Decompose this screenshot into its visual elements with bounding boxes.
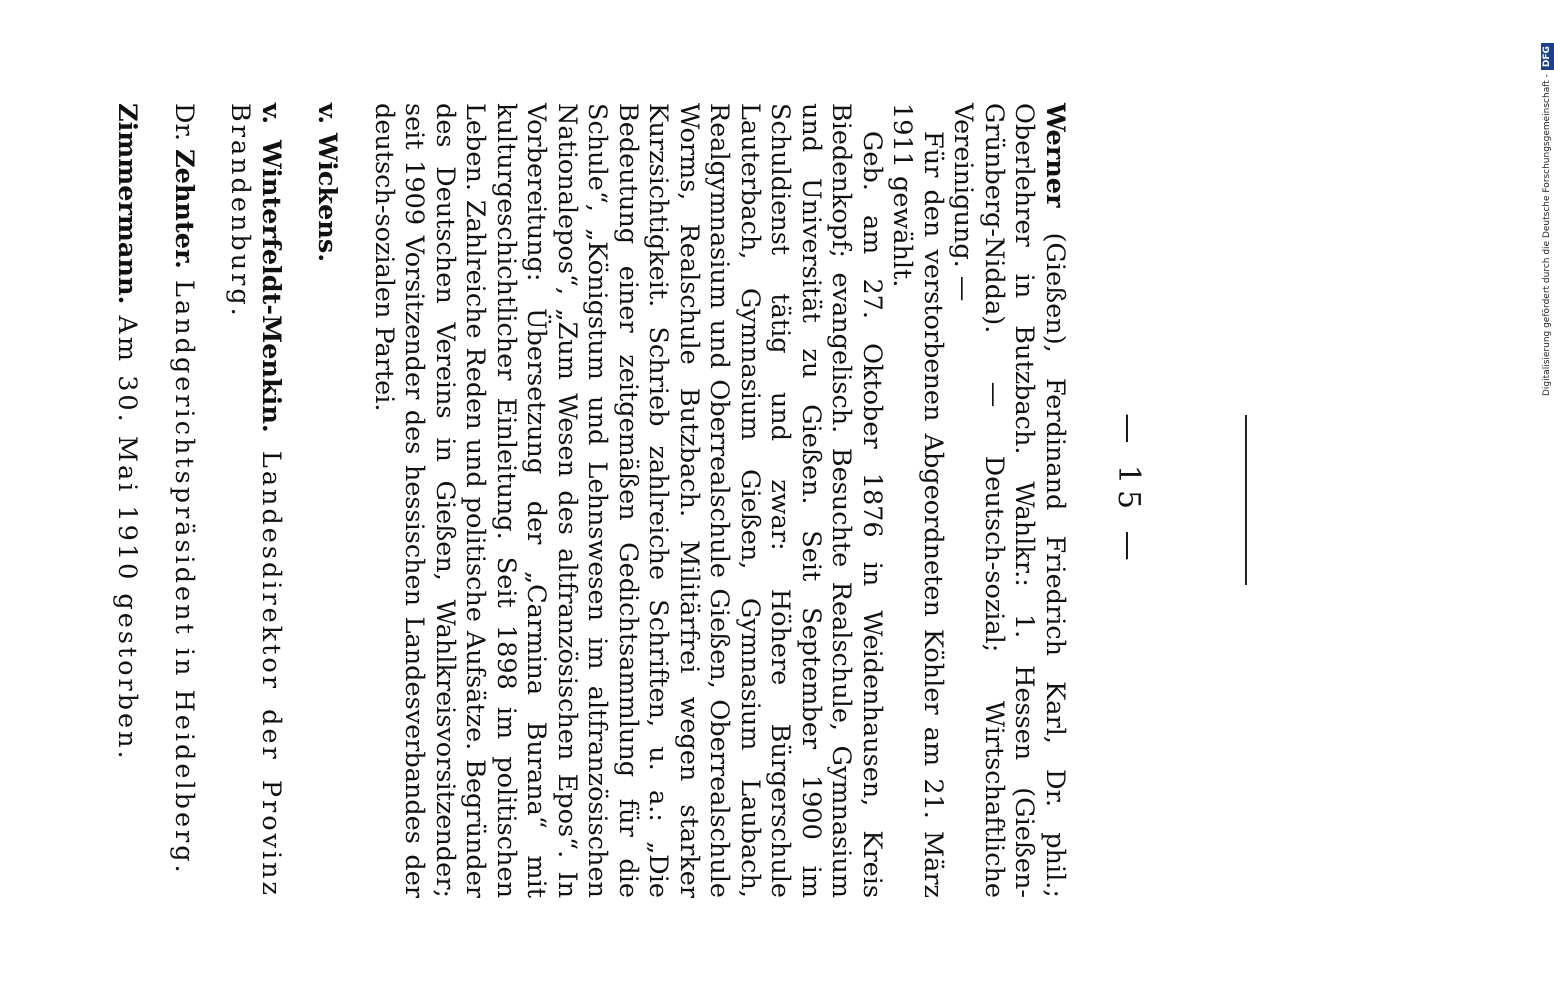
entry-werner-election: Für den verstorbenen Abgeordneten Köhler am 21. März 1911 gewählt. [887,103,948,898]
footer-text: Digitalisierung gefördert durch die Deutsche Forschungsgemeinschaft - [1542,74,1552,396]
section-end-rule [1245,415,1247,585]
entry-zimmermann [112,103,143,898]
footer-content [1540,6,1554,396]
entry-name: v. Winterfeldt-Menkin. [256,103,286,433]
document-page [60,95,1160,915]
entry-title: Landesdirektor der Provinz Brandenburg. [225,103,286,898]
entry-text: (Gießen), Ferdinand Friedrich Karl, Dr. phil.; Oberlehrer in Butzbach. Wahlkr.: 1. Hessen (Gießen-Grünberg-Nidda). — Deutsch-sozial; Wirtschaftliche Vereinigung. — [948,103,1070,898]
dfg-logo: DFG [1541,43,1554,70]
entry-werner-biography: Geb. am 27. Oktober 1876 in Weidenhausen, Kreis Biedenkopf; evangelisch. Besuchte Realschule, Gymnasium und Universität zu Gießen. Seit September 1900 im Schuldienst tätig und zwar: Höhere Bürgerschule Lauterbach, Gymnasium Gießen, Gymnasium Laubach, Realgymnasium und Oberrealschule Gießen, Oberrealschule Worms, Realschule Butzbach. Militärfrei wegen starker Kurzsichtigkeit. Schrieb zahlreiche Schriften, u. a.: „Die Bedeutung einer zeitgemäßen Gedichtsammlung für die Schule“, „Königstum und Lehnswesen im altfranzösischen Nationalepos“, „Zum Wesen des altfranzösischen Epos“. In Vorbereitung: Übersetzung der „Carmina Burana“ mit kulturgeschichtlicher Einleitung. Seit 1898 im politischen Leben. Zahlreiche Reden und politische Aufsätze. Begründer des Deutschen Vereins in Gießen, Wahlkreisvorsitzender; seit 1909 Vorsitzender des hessischen Landesverbandes der deutsch-sozialen Partei. [369,103,887,898]
entry-name: Zimmermann. [112,103,143,305]
page-number: — 15 — [1111,413,1146,567]
entry-winterfeldt [225,103,286,898]
entry-wickens [312,103,343,898]
footer [1526,6,1552,396]
entry-werner [948,103,1070,898]
entry-name: Zehnter. [169,149,199,269]
entry-zehnter [169,103,200,898]
text-body [112,103,1074,898]
entry-name: v. Wickens. [312,103,343,263]
entry-title: Am 30. Mai 1910 gestorben. [112,304,143,762]
entry-title: Landgerichtspräsident in Heidelberg. [169,268,199,876]
entry-prefix: Dr. [169,103,199,150]
entry-name: Werner [1040,103,1070,208]
